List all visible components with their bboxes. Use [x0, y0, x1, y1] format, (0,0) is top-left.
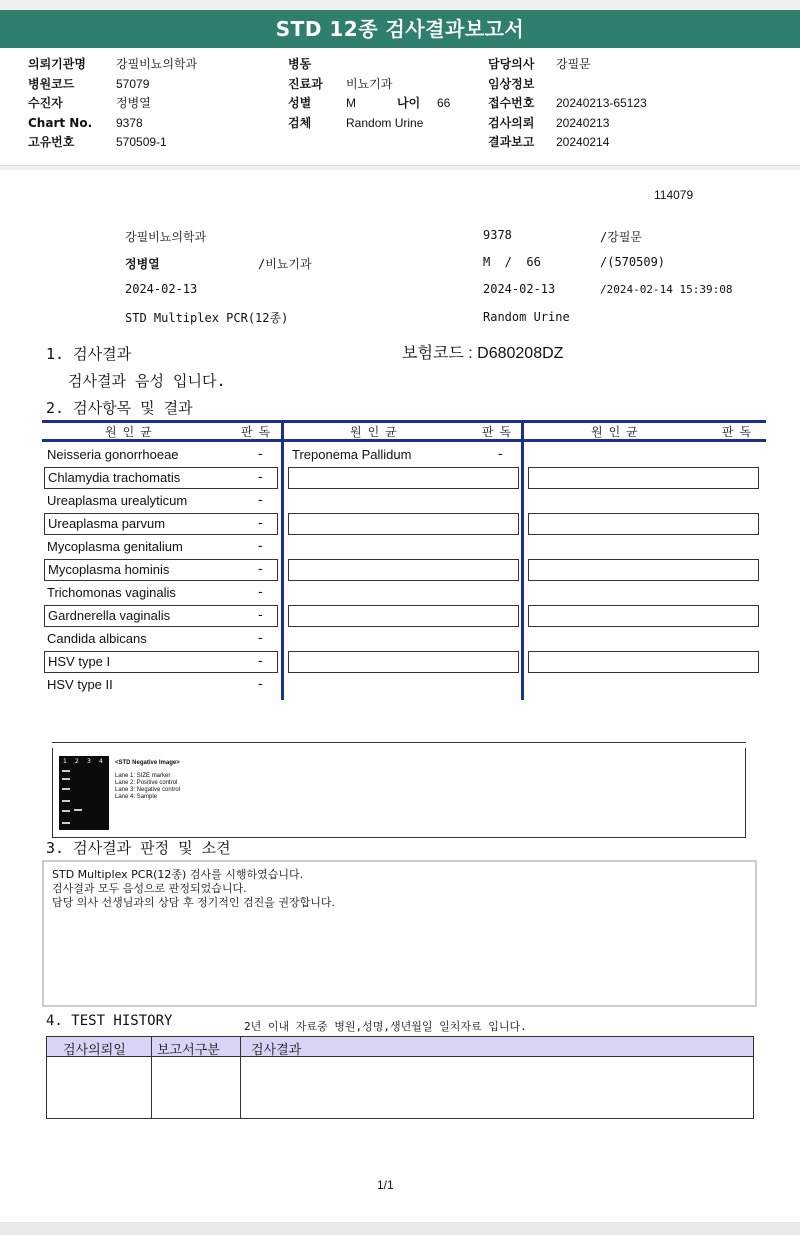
pathogen-row: Trichomonas vaginalis — [47, 585, 176, 600]
report-sex-age: M / 66 — [483, 255, 541, 269]
pathogen-row: Ureaplasma urealyticum — [47, 493, 188, 508]
gel-image-box — [52, 748, 746, 838]
gel-legend — [115, 760, 180, 801]
result-cell: - — [258, 585, 263, 600]
label-receipt-no: 접수번호 — [488, 96, 535, 110]
pathogen-row: Gardnerella vaginalis — [48, 608, 171, 623]
page-number: 1/1 — [377, 1178, 394, 1192]
col-header-result-1: 판독 — [241, 425, 277, 439]
value-patient: 정병열 — [116, 96, 151, 110]
value-chart-no: 9378 — [116, 115, 143, 130]
report-date-1: 2024-02-13 — [125, 282, 198, 296]
value-sex: M — [346, 96, 356, 110]
gel-top-line — [52, 742, 746, 743]
gel-band — [62, 778, 70, 780]
gel-band — [62, 800, 70, 802]
label-age: 나이 — [397, 96, 421, 110]
gel-electrophoresis-image — [59, 756, 109, 830]
value-department: 비뇨기과 — [346, 76, 393, 91]
report-id: /(570509) — [600, 255, 666, 269]
label-report-date: 결과보고 — [488, 135, 535, 149]
result-cell: - — [258, 654, 263, 669]
pathogen-row: Ureaplasma parvum — [48, 516, 166, 531]
label-unique-no: 고유번호 — [28, 135, 75, 149]
pathogen-row: Candida albicans — [47, 631, 147, 646]
gel-band — [62, 770, 70, 772]
report-date-2: 2024-02-13 — [483, 282, 556, 296]
result-cell: - — [258, 677, 263, 692]
value-specimen: Random Urine — [346, 115, 424, 130]
history-note: 2년 이내 자료중 병원,성명,생년월일 일치자료 입니다. — [244, 1020, 527, 1033]
report-chart-no: 9378 — [483, 228, 512, 242]
result-cell: - — [258, 539, 263, 554]
history-table — [46, 1036, 754, 1119]
label-request-date: 검사의뢰 — [488, 115, 535, 130]
page-footer-bar — [0, 1222, 800, 1235]
report-header — [0, 48, 800, 166]
history-table-header — [47, 1037, 753, 1057]
value-receipt-no: 20240213-65123 — [556, 96, 647, 110]
gel-legend-line: Lane 2: Positive control — [115, 780, 178, 786]
history-header-result: 검사결과 — [251, 1043, 302, 1058]
empty-row-box — [528, 513, 759, 535]
label-hospital-code: 병원코드 — [28, 76, 75, 91]
value-hospital-code: 57079 — [116, 76, 150, 91]
label-chart-no: Chart No. — [28, 115, 93, 130]
pathogen-row: HSV type I — [48, 654, 111, 669]
label-doctor: 담당의사 — [488, 57, 535, 71]
result-cell: - — [258, 562, 263, 577]
empty-row-box — [288, 605, 519, 627]
report-datetime: /2024-02-14 15:39:08 — [600, 283, 733, 296]
report-specimen: Random Urine — [483, 310, 570, 324]
grid-divider-1 — [281, 420, 284, 700]
col-header-pathogen-3: 원인균 — [591, 425, 644, 439]
report-dept: /비뇨기과 — [258, 257, 312, 271]
label-patient: 수진자 — [28, 96, 63, 110]
result-cell: - — [258, 447, 263, 462]
pathogen-row: Neisseria gonorrhoeae — [47, 447, 179, 462]
result-cell: - — [258, 631, 263, 646]
empty-row-box — [528, 467, 759, 489]
result-cell: - — [258, 470, 263, 485]
empty-row-box — [528, 605, 759, 627]
empty-row-box — [288, 651, 519, 673]
label-specimen: 검체 — [288, 115, 312, 130]
history-header-request-date: 검사의뢰일 — [63, 1043, 126, 1058]
col-header-pathogen-2: 원인균 — [350, 425, 403, 439]
value-age: 66 — [437, 96, 451, 110]
gel-legend-line: Lane 4: Sample — [115, 794, 158, 800]
section1-title: 1. 검사결과 — [46, 345, 132, 363]
gel-legend-line: Lane 3: Negative control — [115, 787, 181, 793]
result-cell: - — [258, 493, 263, 508]
gel-band — [62, 822, 70, 824]
gel-legend-line: Lane 1: SIZE marker — [115, 773, 171, 779]
report-doctor: /강필문 — [600, 230, 643, 244]
label-clinical-info: 임상정보 — [488, 76, 535, 91]
empty-row-box — [528, 559, 759, 581]
empty-row-box — [288, 559, 519, 581]
gel-band — [62, 788, 70, 790]
grid-divider-2 — [521, 420, 524, 700]
opinion-line: 담당 의사 선생님과의 상담 후 정기적인 검진을 권장합니다. — [52, 896, 335, 909]
col-header-result-2: 판독 — [482, 425, 518, 439]
lane-label: 4 — [99, 758, 103, 765]
result-cell: - — [258, 608, 263, 623]
value-unique-no: 570509-1 — [116, 135, 167, 149]
insurance-code: 보험코드 : D680208DZ — [402, 345, 564, 362]
report-clinic: 강필비뇨의학과 — [125, 230, 207, 244]
report-title: STD 12종 검사결과보고서 — [0, 10, 800, 48]
value-doctor: 강필문 — [556, 57, 591, 71]
history-col-divider — [151, 1037, 152, 1118]
history-header-report-type: 보고서구분 — [157, 1043, 220, 1058]
value-request-date: 20240213 — [556, 115, 610, 130]
section2-title: 2. 검사항목 및 결과 — [46, 399, 193, 417]
empty-row-box — [288, 467, 519, 489]
gel-title: <STD Negative Image> — [115, 760, 180, 766]
result-cell: - — [498, 447, 503, 462]
opinion-box — [42, 860, 757, 1007]
empty-row-box — [528, 651, 759, 673]
label-requester: 의뢰기관명 — [28, 57, 86, 71]
empty-row-box — [288, 513, 519, 535]
value-report-date: 20240214 — [556, 135, 610, 149]
section3-title: 3. 검사결과 판정 및 소견 — [46, 839, 231, 857]
report-patient: 정병열 — [125, 257, 160, 271]
label-ward: 병동 — [288, 57, 312, 71]
pathogen-row: HSV type II — [47, 677, 113, 692]
result-summary: 검사결과 음성 입니다. — [68, 372, 226, 390]
label-sex: 성별 — [288, 96, 312, 110]
pathogen-row: Treponema Pallidum — [292, 447, 412, 462]
report-test-name: STD Multiplex PCR(12종) — [125, 311, 289, 325]
opinion-line: STD Multiplex PCR(12종) 검사를 시행하였습니다. — [52, 868, 304, 881]
value-requester: 강필비뇨의학과 — [116, 57, 198, 71]
section4-title: 4. TEST HISTORY — [46, 1013, 173, 1029]
history-col-divider — [240, 1037, 241, 1118]
pathogen-row: Mycoplasma hominis — [48, 562, 170, 577]
opinion-line: 검사결과 모두 음성으로 판정되었습니다. — [52, 882, 247, 895]
pathogen-row: Chlamydia trachomatis — [48, 470, 181, 485]
col-header-pathogen-1: 원인균 — [105, 425, 158, 439]
gel-band — [62, 810, 70, 812]
lane-label: 3 — [87, 758, 91, 765]
label-department: 진료과 — [288, 76, 323, 91]
lane-label: 2 — [75, 758, 79, 765]
report-page — [0, 170, 800, 1222]
lane-label: 1 — [63, 758, 67, 765]
gel-band — [74, 809, 82, 811]
result-cell: - — [258, 516, 263, 531]
pathogen-row: Mycoplasma genitalium — [47, 539, 183, 554]
report-code: 114079 — [654, 188, 694, 202]
col-header-result-3: 판독 — [722, 425, 758, 439]
